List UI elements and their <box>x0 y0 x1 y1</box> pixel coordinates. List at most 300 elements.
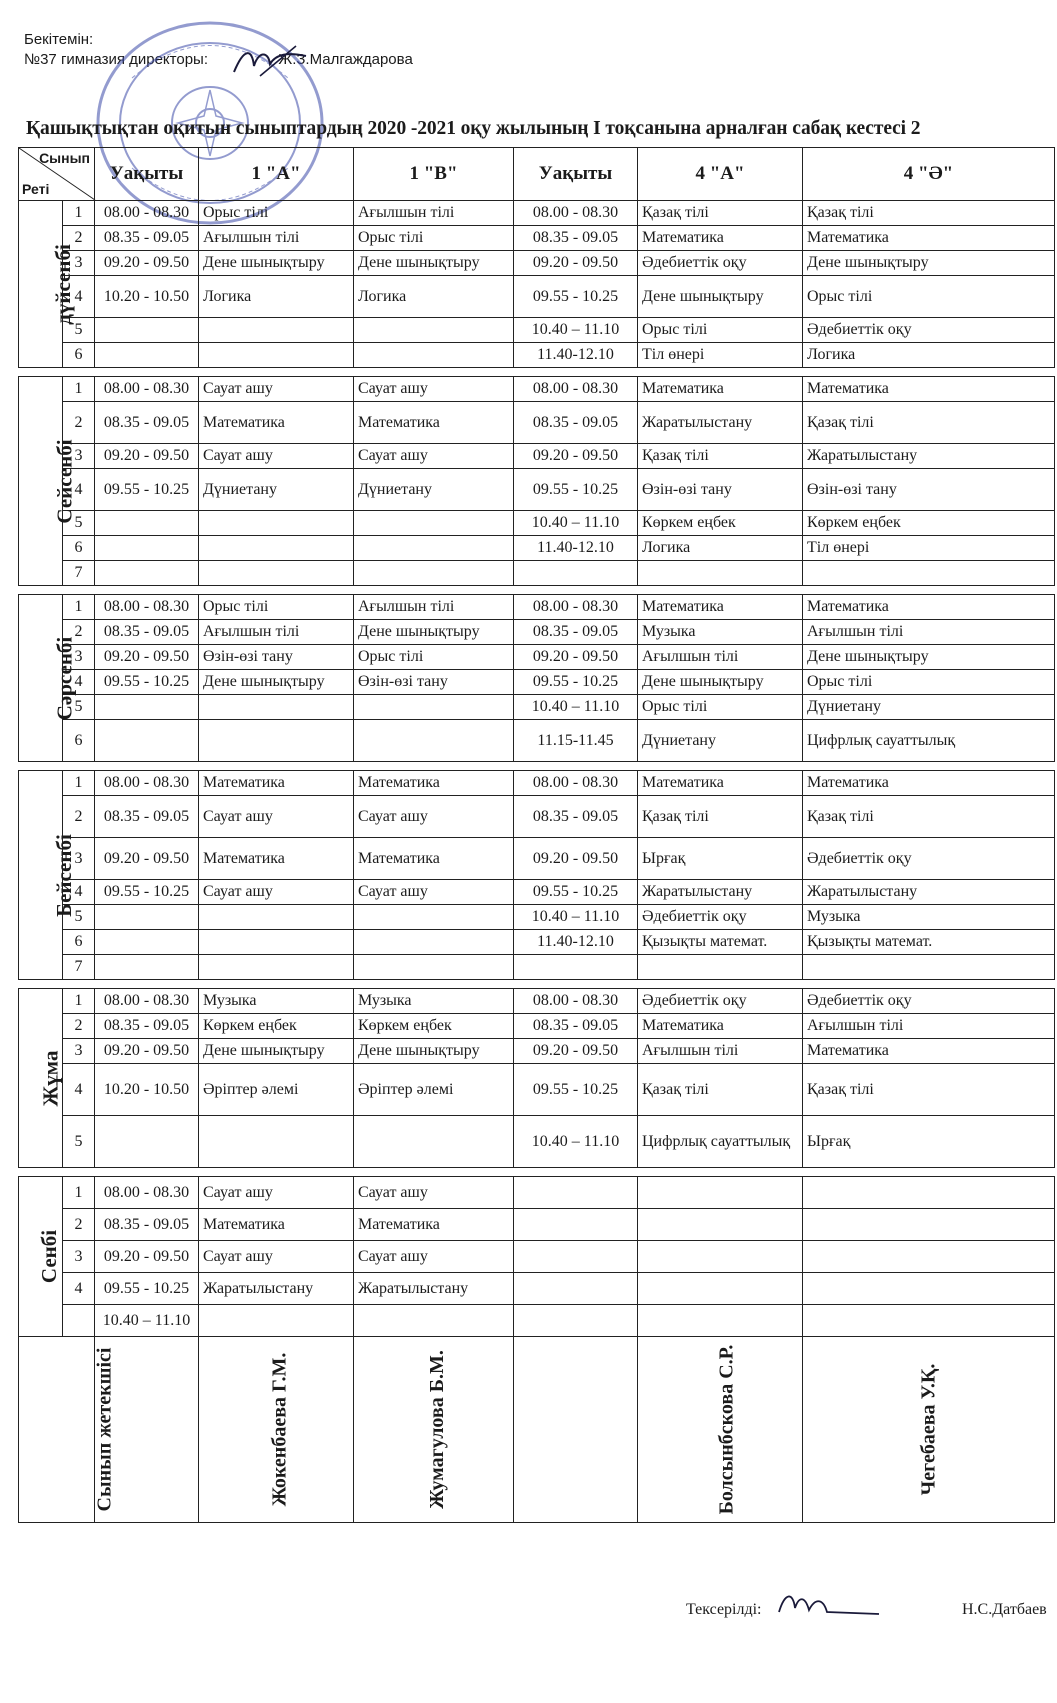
subject-4ae <box>803 955 1055 980</box>
lesson-number: 5 <box>63 695 95 720</box>
time-cell: 11.40-12.10 <box>514 343 638 368</box>
time-cell: 09.55 - 10.25 <box>95 469 199 511</box>
schedule-row <box>19 276 1055 318</box>
subject-1v: Логика <box>354 276 514 318</box>
subject-4a <box>638 1273 803 1305</box>
subject-1v <box>354 343 514 368</box>
lesson-number: 3 <box>63 444 95 469</box>
teacher-cell-1a <box>199 1337 354 1523</box>
subject-4ae: Жаратылыстану <box>803 880 1055 905</box>
subject-1v: Сауат ашу <box>354 377 514 402</box>
time-cell: 11.40-12.10 <box>514 536 638 561</box>
lesson-number: 7 <box>63 955 95 980</box>
subject-4ae: Орыс тілі <box>803 670 1055 695</box>
teacher-name: Болсынбскова С.Р. <box>715 1344 738 1515</box>
separator-cell <box>19 762 1055 771</box>
time-cell: 10.40 – 11.10 <box>514 695 638 720</box>
time-cell: 08.35 - 09.05 <box>95 402 199 444</box>
schedule-table <box>18 147 1055 1523</box>
schedule-row <box>19 796 1055 838</box>
subject-1v: Математика <box>354 402 514 444</box>
time-cell: 09.20 - 09.50 <box>514 251 638 276</box>
subject-4a: Қазақ тілі <box>638 444 803 469</box>
time-cell: 09.20 - 09.50 <box>95 251 199 276</box>
subject-4a: Қазақ тілі <box>638 201 803 226</box>
day-label: Сәрсенбі <box>52 636 77 720</box>
time-cell <box>95 1116 199 1168</box>
subject-1v <box>354 905 514 930</box>
subject-1v: Дене шынықтыру <box>354 1039 514 1064</box>
time-cell: 08.00 - 08.30 <box>514 201 638 226</box>
time-cell <box>95 318 199 343</box>
time-cell <box>514 955 638 980</box>
subject-1a <box>199 930 354 955</box>
time-cell: 09.20 - 09.50 <box>514 838 638 880</box>
time-cell: 08.35 - 09.05 <box>95 620 199 645</box>
subject-4a: Әдебиеттік оқу <box>638 989 803 1014</box>
schedule-row <box>19 989 1055 1014</box>
subject-4ae: Дене шынықтыру <box>803 645 1055 670</box>
teacher-cell-1v <box>354 1337 514 1523</box>
subject-4ae: Жаратылыстану <box>803 444 1055 469</box>
lesson-number: 5 <box>63 1116 95 1168</box>
subject-4a: Музыка <box>638 620 803 645</box>
subject-4ae: Ырғақ <box>803 1116 1055 1168</box>
teacher-blank-cell <box>514 1337 638 1523</box>
subject-4a: Математика <box>638 1014 803 1039</box>
subject-1v <box>354 930 514 955</box>
lesson-number: 2 <box>63 1209 95 1241</box>
time-cell: 08.00 - 08.30 <box>514 771 638 796</box>
subject-4ae <box>803 1241 1055 1273</box>
time-cell: 09.55 - 10.25 <box>514 670 638 695</box>
lesson-number: 1 <box>63 771 95 796</box>
subject-1v: Әріптер әлемі <box>354 1064 514 1116</box>
subject-4ae: Математика <box>803 771 1055 796</box>
time-cell: 08.35 - 09.05 <box>95 1209 199 1241</box>
lesson-number: 6 <box>63 930 95 955</box>
director-title: №37 гимназия директоры: <box>24 51 208 68</box>
time-cell: 09.55 - 10.25 <box>514 1064 638 1116</box>
schedule-row <box>19 511 1055 536</box>
day-cell <box>19 201 75 368</box>
time-cell: 09.20 - 09.50 <box>95 645 199 670</box>
subject-1a <box>199 905 354 930</box>
subject-1v: Сауат ашу <box>354 1241 514 1273</box>
schedule-row <box>19 318 1055 343</box>
subject-1v: Орыс тілі <box>354 226 514 251</box>
time-cell: 09.20 - 09.50 <box>95 1241 199 1273</box>
time-cell: 08.00 - 08.30 <box>514 595 638 620</box>
time-cell: 09.20 - 09.50 <box>95 1039 199 1064</box>
subject-1a: Дене шынықтыру <box>199 670 354 695</box>
time-cell: 09.55 - 10.25 <box>95 1273 199 1305</box>
subject-4ae: Ағылшын тілі <box>803 620 1055 645</box>
lesson-number: 4 <box>63 880 95 905</box>
schedule-row <box>19 1039 1055 1064</box>
subject-1a: Жаратылыстану <box>199 1273 354 1305</box>
lesson-number: 2 <box>63 1014 95 1039</box>
schedule-row <box>19 469 1055 511</box>
schedule-row <box>19 905 1055 930</box>
time-cell <box>95 905 199 930</box>
lesson-number: 6 <box>63 343 95 368</box>
subject-1a: Математика <box>199 771 354 796</box>
subject-4ae: Математика <box>803 226 1055 251</box>
schedule-row <box>19 201 1055 226</box>
subject-4a: Ағылшын тілі <box>638 1039 803 1064</box>
subject-4a: Қызықты математ. <box>638 930 803 955</box>
corner-header <box>19 148 95 201</box>
time-cell: 08.00 - 08.30 <box>514 989 638 1014</box>
subject-1v: Сауат ашу <box>354 444 514 469</box>
subject-4a: Математика <box>638 771 803 796</box>
subject-1a <box>199 955 354 980</box>
subject-1a: Математика <box>199 1209 354 1241</box>
subject-4ae <box>803 1209 1055 1241</box>
day-separator <box>19 980 1055 989</box>
subject-4a <box>638 955 803 980</box>
time-cell <box>95 720 199 762</box>
subject-1v: Математика <box>354 1209 514 1241</box>
subject-4a <box>638 1209 803 1241</box>
subject-1a: Сауат ашу <box>199 444 354 469</box>
subject-4ae: Ағылшын тілі <box>803 1014 1055 1039</box>
subject-4a: Көркем еңбек <box>638 511 803 536</box>
subject-1v <box>354 561 514 586</box>
subject-1v: Музыка <box>354 989 514 1014</box>
subject-4a: Цифрлық сауаттылық <box>638 1116 803 1168</box>
subject-4ae: Дүниетану <box>803 695 1055 720</box>
time-cell: 09.20 - 09.50 <box>514 444 638 469</box>
time-cell <box>514 1273 638 1305</box>
subject-1v <box>354 1116 514 1168</box>
subject-4ae: Цифрлық сауаттылық <box>803 720 1055 762</box>
subject-4a: Дене шынықтыру <box>638 276 803 318</box>
schedule-row <box>19 343 1055 368</box>
subject-4ae: Математика <box>803 1039 1055 1064</box>
subject-1v: Математика <box>354 838 514 880</box>
subject-1a: Ағылшын тілі <box>199 620 354 645</box>
subject-1v: Дүниетану <box>354 469 514 511</box>
subject-4a <box>638 1305 803 1337</box>
class-header-1v: 1 "В" <box>354 148 514 201</box>
schedule-row <box>19 226 1055 251</box>
page-title: Қашықтықтан оқитын сыныптардың 2020 -2021 оқу жылының І тоқсанына арналған сабақ кестесі 2 <box>26 118 921 139</box>
time-cell <box>514 1241 638 1273</box>
day-cell <box>19 1177 63 1337</box>
subject-4a: Жаратылыстану <box>638 880 803 905</box>
day-label: дүйсенбі <box>50 243 75 325</box>
time-cell <box>95 536 199 561</box>
subject-4ae: Көркем еңбек <box>803 511 1055 536</box>
schedule-row <box>19 402 1055 444</box>
class-header-4ae: 4 "Ә" <box>803 148 1055 201</box>
teacher-name: Жумагулова Б.М. <box>425 1350 448 1509</box>
teachers-row <box>19 1337 1055 1523</box>
subject-1v: Жаратылыстану <box>354 1273 514 1305</box>
subject-1a: Математика <box>199 402 354 444</box>
time-cell <box>514 1209 638 1241</box>
subject-1a: Дене шынықтыру <box>199 251 354 276</box>
schedule-row <box>19 251 1055 276</box>
subject-4ae: Әдебиеттік оқу <box>803 989 1055 1014</box>
subject-4ae: Дене шынықтыру <box>803 251 1055 276</box>
subject-1a: Көркем еңбек <box>199 1014 354 1039</box>
director-name: Ж.З.Малгаждарова <box>278 51 413 68</box>
lesson-number: 4 <box>63 469 95 511</box>
subject-1v <box>354 536 514 561</box>
time-cell <box>95 930 199 955</box>
time-cell <box>95 343 199 368</box>
corner-diagonal-icon <box>19 148 95 200</box>
subject-1a: Дүниетану <box>199 469 354 511</box>
subject-4a <box>638 1241 803 1273</box>
schedule-row <box>19 670 1055 695</box>
lesson-number: 5 <box>63 318 95 343</box>
subject-4a: Қазақ тілі <box>638 796 803 838</box>
teacher-cell-4ae <box>803 1337 1055 1523</box>
subject-1a <box>199 561 354 586</box>
schedule-row <box>19 1305 1055 1337</box>
time-cell <box>95 955 199 980</box>
subject-4a: Логика <box>638 536 803 561</box>
time-cell: 08.35 - 09.05 <box>514 402 638 444</box>
time-header-1: Уақыты <box>95 148 199 201</box>
subject-4a <box>638 561 803 586</box>
subject-4a <box>638 1177 803 1209</box>
subject-4a: Ырғақ <box>638 838 803 880</box>
lesson-number: 1 <box>63 595 95 620</box>
schedule-row <box>19 880 1055 905</box>
subject-4a: Орыс тілі <box>638 695 803 720</box>
lesson-number: 2 <box>63 620 95 645</box>
subject-4ae: Қазақ тілі <box>803 402 1055 444</box>
subject-1a <box>199 695 354 720</box>
subject-1a <box>199 343 354 368</box>
lesson-number: 6 <box>63 720 95 762</box>
subject-4ae: Логика <box>803 343 1055 368</box>
time-cell: 08.35 - 09.05 <box>95 226 199 251</box>
subject-1a <box>199 318 354 343</box>
subject-4a: Әдебиеттік оқу <box>638 905 803 930</box>
time-cell: 11.15-11.45 <box>514 720 638 762</box>
schedule-row <box>19 1014 1055 1039</box>
subject-1v: Өзін-өзі тану <box>354 670 514 695</box>
subject-4ae: Тіл өнері <box>803 536 1055 561</box>
subject-1a: Сауат ашу <box>199 1177 354 1209</box>
subject-1a: Музыка <box>199 989 354 1014</box>
subject-1a: Әріптер әлемі <box>199 1064 354 1116</box>
lesson-number: 1 <box>63 1177 95 1209</box>
subject-4ae: Орыс тілі <box>803 276 1055 318</box>
director-signature-icon <box>230 42 310 82</box>
lesson-number: 3 <box>63 838 95 880</box>
schedule-row <box>19 536 1055 561</box>
time-cell: 08.35 - 09.05 <box>514 1014 638 1039</box>
lesson-number: 6 <box>63 536 95 561</box>
schedule-row <box>19 561 1055 586</box>
schedule-row <box>19 1177 1055 1209</box>
lesson-number: 3 <box>63 645 95 670</box>
subject-1a: Орыс тілі <box>199 595 354 620</box>
subject-1a: Логика <box>199 276 354 318</box>
header-row <box>19 148 1055 201</box>
lesson-number: 2 <box>63 402 95 444</box>
time-cell: 10.40 – 11.10 <box>514 318 638 343</box>
lesson-number: 1 <box>63 989 95 1014</box>
lesson-number: 3 <box>63 251 95 276</box>
subject-4ae <box>803 1177 1055 1209</box>
lesson-number: 7 <box>63 561 95 586</box>
teacher-label-cell <box>19 1337 116 1523</box>
subject-1a <box>199 1116 354 1168</box>
subject-4a: Дене шынықтыру <box>638 670 803 695</box>
subject-1v <box>354 318 514 343</box>
subject-1v <box>354 511 514 536</box>
class-header-1a: 1 "А" <box>199 148 354 201</box>
day-separator <box>19 368 1055 377</box>
schedule-row <box>19 1241 1055 1273</box>
lesson-number: 4 <box>63 670 95 695</box>
time-cell: 10.40 – 11.10 <box>514 1116 638 1168</box>
subject-4ae: Музыка <box>803 905 1055 930</box>
time-cell <box>514 1305 638 1337</box>
subject-1v: Сауат ашу <box>354 1177 514 1209</box>
lesson-number: 2 <box>63 226 95 251</box>
time-cell: 09.55 - 10.25 <box>514 880 638 905</box>
separator-cell <box>19 1168 1055 1177</box>
subject-1v <box>354 955 514 980</box>
subject-1v: Сауат ашу <box>354 880 514 905</box>
subject-4a: Өзін-өзі тану <box>638 469 803 511</box>
day-cell <box>19 595 77 762</box>
time-cell: 09.20 - 09.50 <box>95 838 199 880</box>
lesson-number: 2 <box>63 796 95 838</box>
time-cell: 08.35 - 09.05 <box>514 620 638 645</box>
subject-4ae <box>803 561 1055 586</box>
lesson-number: 4 <box>63 1273 95 1305</box>
schedule-row <box>19 720 1055 762</box>
subject-1a: Математика <box>199 838 354 880</box>
lesson-number: 4 <box>63 276 95 318</box>
day-label: Сейсенбі <box>52 438 77 524</box>
schedule-row <box>19 645 1055 670</box>
subject-1v: Дене шынықтыру <box>354 620 514 645</box>
day-separator <box>19 586 1055 595</box>
time-header-2: Уақыты <box>514 148 638 201</box>
time-cell: 09.55 - 10.25 <box>514 276 638 318</box>
time-cell: 08.35 - 09.05 <box>514 796 638 838</box>
subject-4ae <box>803 1273 1055 1305</box>
subject-1a: Сауат ашу <box>199 796 354 838</box>
time-cell: 08.35 - 09.05 <box>95 1014 199 1039</box>
time-cell: 10.20 - 10.50 <box>95 276 199 318</box>
schedule-row <box>19 620 1055 645</box>
day-separator <box>19 1168 1055 1177</box>
time-cell: 09.20 - 09.50 <box>95 444 199 469</box>
subject-4a: Математика <box>638 377 803 402</box>
separator-cell <box>19 980 1055 989</box>
subject-4ae: Қызықты математ. <box>803 930 1055 955</box>
subject-1a: Сауат ашу <box>199 880 354 905</box>
schedule-row <box>19 1273 1055 1305</box>
subject-1a: Өзін-өзі тану <box>199 645 354 670</box>
schedule-row <box>19 838 1055 880</box>
subject-4a: Қазақ тілі <box>638 1064 803 1116</box>
subject-4ae: Өзін-өзі тану <box>803 469 1055 511</box>
lesson-number: 4 <box>63 1064 95 1116</box>
time-cell: 08.00 - 08.30 <box>95 595 199 620</box>
lesson-number: 1 <box>63 377 95 402</box>
time-cell: 08.00 - 08.30 <box>95 1177 199 1209</box>
subject-4ae <box>803 1305 1055 1337</box>
day-label: Сенбі <box>37 1229 62 1284</box>
corner-class-label: Сынып <box>39 150 90 166</box>
schedule-row <box>19 595 1055 620</box>
day-cell <box>19 377 77 586</box>
teacher-label: Сынып жетекшісі <box>93 1347 116 1512</box>
separator-cell <box>19 586 1055 595</box>
schedule-row <box>19 1116 1055 1168</box>
schedule-row <box>19 377 1055 402</box>
time-cell: 09.20 - 09.50 <box>514 1039 638 1064</box>
subject-4a: Орыс тілі <box>638 318 803 343</box>
subject-1a: Ағылшын тілі <box>199 226 354 251</box>
time-cell: 08.00 - 08.30 <box>514 377 638 402</box>
subject-1a <box>199 536 354 561</box>
subject-1v: Дене шынықтыру <box>354 251 514 276</box>
subject-1a <box>199 720 354 762</box>
time-cell: 08.00 - 08.30 <box>95 989 199 1014</box>
time-cell: 08.35 - 09.05 <box>514 226 638 251</box>
subject-4a: Математика <box>638 226 803 251</box>
subject-1v <box>354 720 514 762</box>
schedule-row <box>19 1064 1055 1116</box>
subject-4ae: Әдебиеттік оқу <box>803 318 1055 343</box>
time-cell <box>514 1177 638 1209</box>
checker-name: Н.С.Датбаев <box>962 1601 1047 1618</box>
subject-1a <box>199 1305 354 1337</box>
schedule-body <box>19 201 1055 1337</box>
teacher-name: Чегебаева У.Қ. <box>916 1363 939 1496</box>
time-cell: 08.00 - 08.30 <box>95 377 199 402</box>
subject-1a: Дене шынықтыру <box>199 1039 354 1064</box>
time-cell <box>95 695 199 720</box>
time-cell: 08.00 - 08.30 <box>95 771 199 796</box>
subject-4ae: Қазақ тілі <box>803 201 1055 226</box>
time-cell <box>514 561 638 586</box>
day-cell <box>19 771 76 980</box>
day-separator <box>19 762 1055 771</box>
subject-1v: Орыс тілі <box>354 645 514 670</box>
subject-1a: Сауат ашу <box>199 377 354 402</box>
subject-4a: Жаратылыстану <box>638 402 803 444</box>
lesson-number: 3 <box>63 1039 95 1064</box>
teacher-cell-4a <box>638 1337 803 1523</box>
time-cell: 11.40-12.10 <box>514 930 638 955</box>
lesson-number: 5 <box>63 511 95 536</box>
subject-1a <box>199 511 354 536</box>
subject-4ae: Қазақ тілі <box>803 1064 1055 1116</box>
schedule-row <box>19 955 1055 980</box>
time-cell <box>95 561 199 586</box>
time-cell: 10.40 – 11.10 <box>514 905 638 930</box>
subject-1v: Көркем еңбек <box>354 1014 514 1039</box>
separator-cell <box>19 368 1055 377</box>
checker-signature-icon <box>775 1588 885 1622</box>
day-label: Бейсенбі <box>51 833 76 917</box>
